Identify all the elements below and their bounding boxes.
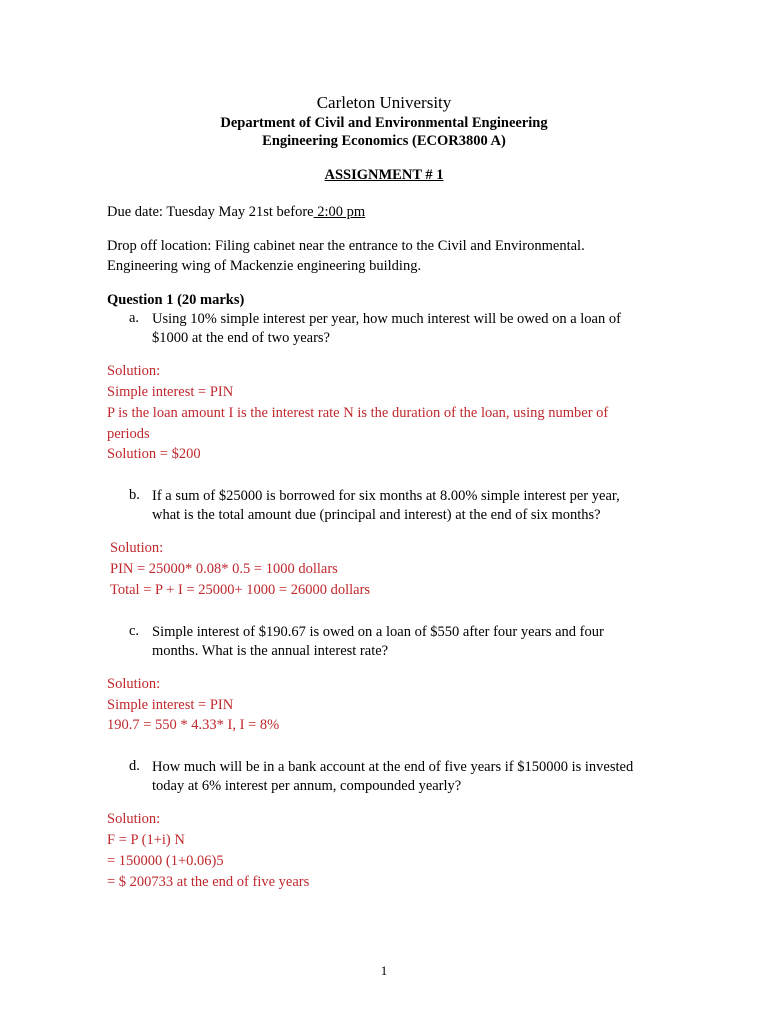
part-d-solution-line: = 150000 (1+0.06)5 xyxy=(107,853,224,869)
part-c-solution-heading: Solution: xyxy=(107,676,161,692)
dropoff-line-1: Drop off location: Filing cabinet near the entrance to the Civil and Environmental. xyxy=(107,238,585,254)
part-c-solution-answer: 190.7 = 550 * 4.33* I, I = 8% xyxy=(107,717,280,733)
part-d-solution-heading: Solution: xyxy=(107,811,161,827)
part-b-solution-answer: Total = P + I = 25000+ 1000 = 26000 dollars xyxy=(110,582,371,598)
part-b-solution-heading: Solution: xyxy=(110,540,164,556)
due-date-prefix: Due date: Tuesday May 21st before xyxy=(107,204,314,220)
part-c-line-2: months. What is the annual interest rate? xyxy=(152,643,389,659)
part-b-question xyxy=(152,487,620,525)
part-a-solution-line: Simple interest = PIN xyxy=(107,384,234,400)
page-number: 1 xyxy=(380,963,388,978)
part-c-solution-line: Simple interest = PIN xyxy=(107,697,234,713)
part-b-solution-line: PIN = 25000* 0.08* 0.5 = 1000 dollars xyxy=(110,561,338,577)
part-b-line-1: If a sum of $25000 is borrowed for six months at 8.00% simple interest per year, xyxy=(152,488,620,504)
part-a-question xyxy=(152,310,621,348)
part-a-label: a. xyxy=(129,310,140,326)
due-date-line xyxy=(107,204,365,221)
part-d-line-2: today at 6% interest per annum, compounded yearly? xyxy=(152,778,462,794)
part-d-label: d. xyxy=(129,758,140,774)
question-1-title: Question 1 (20 marks) xyxy=(107,292,245,308)
dropoff-line-2: Engineering wing of Mackenzie engineering building. xyxy=(107,258,422,274)
assignment-title: ASSIGNMENT # 1 xyxy=(324,167,444,183)
part-b-label: b. xyxy=(129,487,140,503)
part-c-label: c. xyxy=(129,623,140,639)
part-d-question xyxy=(152,758,633,796)
part-d-solution-answer: = $ 200733 at the end of five years xyxy=(107,874,310,890)
university-title: Carleton University xyxy=(316,93,452,112)
department-title: Department of Civil and Environmental Engineering xyxy=(220,115,548,131)
part-a-line-1: Using 10% simple interest per year, how much interest will be owed on a loan of xyxy=(152,311,621,327)
part-b-line-2: what is the total amount due (principal and interest) at the end of six months? xyxy=(152,507,601,523)
part-d-line-1: How much will be in a bank account at the end of five years if $150000 is invested xyxy=(152,759,634,775)
due-date-time: 2:00 pm xyxy=(313,204,366,220)
part-d-solution-line: F = P (1+i) N xyxy=(107,832,185,848)
part-a-solution-line: P is the loan amount I is the interest rate N is the duration of the loan, using number of xyxy=(107,405,609,421)
part-c-line-1: Simple interest of $190.67 is owed on a loan of $550 after four years and four xyxy=(152,624,604,640)
part-a-solution-line: periods xyxy=(107,426,150,442)
course-title: Engineering Economics (ECOR3800 A) xyxy=(262,133,506,149)
part-c-question xyxy=(152,623,604,661)
part-a-line-2: $1000 at the end of two years? xyxy=(152,330,330,346)
part-a-solution-heading: Solution: xyxy=(107,363,161,379)
part-a-solution-answer: Solution = $200 xyxy=(107,446,201,462)
